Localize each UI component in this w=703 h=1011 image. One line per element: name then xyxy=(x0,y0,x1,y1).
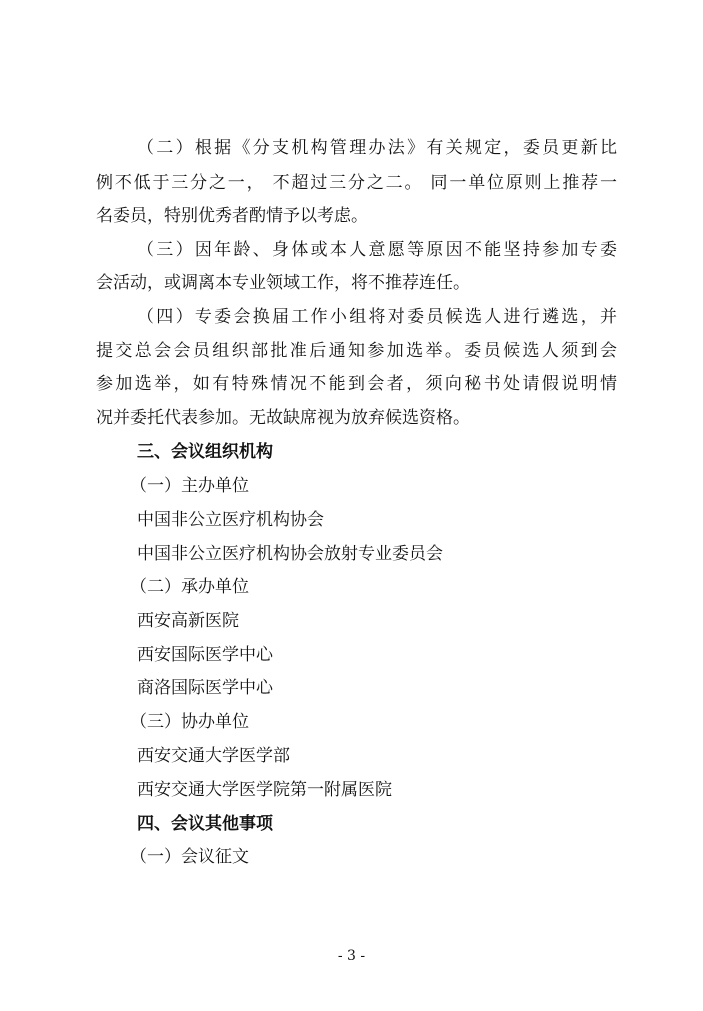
paragraph-4-line-1: （四）专委会换届工作小组将对委员候选人进行遴选，并 xyxy=(137,307,617,327)
call-for-papers-label: （一）会议征文 xyxy=(130,847,249,867)
co-organizer-item: 西安交通大学医学部 xyxy=(137,746,290,766)
paragraph-2-line-3: 名委员，特别优秀者酌情予以考虑。 xyxy=(96,206,368,226)
paragraph-4-line-3: 参加选举，如有特殊情况不能到会者，须向秘书处请假说明情 xyxy=(96,374,617,394)
host-item: 中国非公立医疗机构协会放射专业委员会 xyxy=(137,544,443,564)
co-organizer-label: （三）协办单位 xyxy=(130,712,249,732)
page-number: - 3 - xyxy=(337,948,366,964)
organizer-item: 西安高新医院 xyxy=(137,611,239,631)
host-item: 中国非公立医疗机构协会 xyxy=(137,510,324,530)
paragraph-2-line-2: 例不低于三分之一， 不超过三分之二。 同一单位原则上推荐一 xyxy=(96,173,617,193)
section-4-heading: 四、会议其他事项 xyxy=(137,814,273,834)
paragraph-3-line-2: 会活动，或调离本专业领域工作，将不推荐连任。 xyxy=(96,273,470,293)
paragraph-3-line-1: （三）因年龄、身体或本人意愿等原因不能坚持参加专委 xyxy=(137,240,617,260)
host-label: （一）主办单位 xyxy=(130,476,249,496)
paragraph-4-line-2: 提交总会会员组织部批准后通知参加选举。委员候选人须到会 xyxy=(96,341,617,361)
paragraph-2-line-1: （二）根据《分支机构管理办法》有关规定，委员更新比 xyxy=(137,138,617,158)
section-3-heading: 三、会议组织机构 xyxy=(137,442,273,462)
co-organizer-item: 西安交通大学医学院第一附属医院 xyxy=(137,780,392,800)
organizer-item: 西安国际医学中心 xyxy=(137,645,273,665)
organizer-item: 商洛国际医学中心 xyxy=(137,678,273,698)
organizer-label: （二）承办单位 xyxy=(130,577,249,597)
paragraph-4-line-4: 况并委托代表参加。无故缺席视为放弃候选资格。 xyxy=(96,408,470,428)
